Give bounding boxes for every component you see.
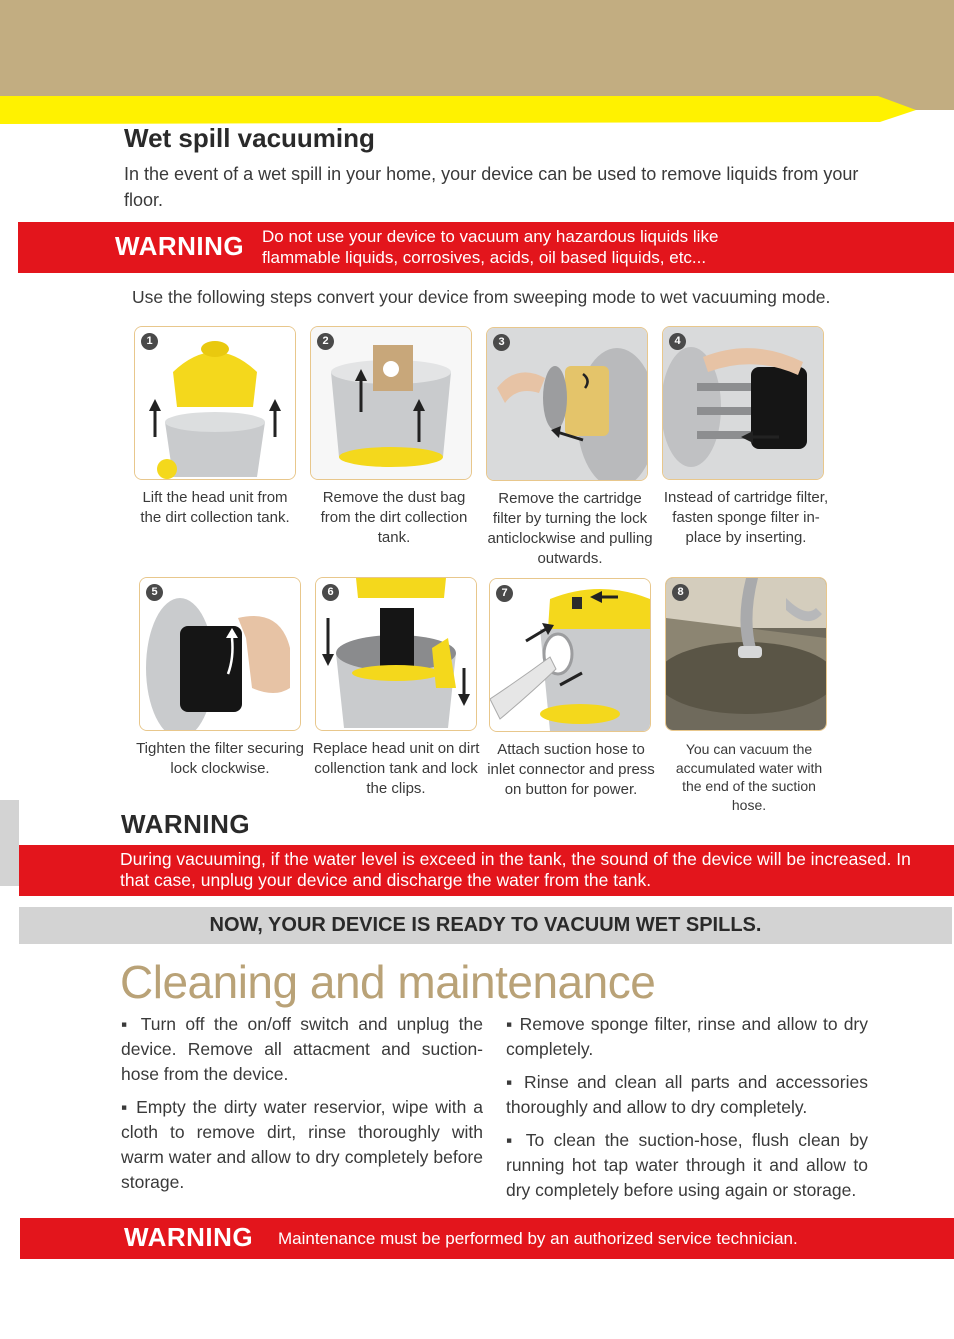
cleaning-item: ▪ Rinse and clean all parts and accessories thoroughly and allow to dry completely. — [506, 1072, 868, 1117]
warning-text: During vacuuming, if the water level is exceed in the tank, the sound of the device will be increased. In that case, unplug your device and discharge the water from the tank. — [120, 849, 911, 890]
warning-text: Maintenance must be performed by an authorized service technician. — [278, 1229, 798, 1248]
step-1-photo — [134, 326, 296, 480]
header-band — [0, 0, 954, 110]
step-1-caption: Lift the head unit from the dirt collection tank. — [140, 489, 290, 526]
step-number: 6 — [322, 584, 339, 601]
step-8 — [665, 577, 833, 814]
step-2 — [310, 326, 478, 548]
warning-text: Do not use your device to vacuum any hazardous liquids like flammable liquids, corrosives, acids, oil based liquids, etc... — [262, 227, 719, 267]
step-6-caption: Replace head unit on dirt collenction tank and lock the clips. — [312, 740, 480, 797]
step-number: 2 — [317, 333, 334, 350]
cartridge-filter-removal-illustration — [487, 328, 647, 480]
step-number: 7 — [496, 585, 513, 602]
side-tab — [0, 800, 19, 886]
step-number: 4 — [669, 333, 686, 350]
filter-lock-tighten-illustration — [140, 578, 300, 730]
warning-banner-water-level — [19, 845, 954, 896]
ready-text: NOW, YOUR DEVICE IS READY TO VACUUM WET SPILLS. — [209, 914, 762, 936]
step-5-caption: Tighten the filter securing lock clockwise. — [136, 740, 304, 777]
step-6-photo — [315, 577, 477, 731]
section-title: Wet spill vacuuming — [124, 123, 375, 153]
warning-label: WARNING — [124, 1222, 254, 1252]
step-number: 5 — [146, 584, 163, 601]
warning-label: WARNING — [115, 231, 245, 261]
step-2-photo — [310, 326, 472, 480]
header-yellow-stripe — [0, 96, 954, 124]
step-3-photo — [486, 327, 648, 481]
step-5-photo — [139, 577, 301, 731]
step-number: 8 — [672, 584, 689, 601]
step-3-caption: Remove the cartridge filter by turning the lock anticlockwise and pulling outwards. — [487, 490, 653, 567]
step-6 — [312, 577, 480, 799]
head-unit-replace-illustration — [316, 578, 476, 730]
cleaning-title: Cleaning and maintenance — [120, 956, 656, 1008]
vacuum-lift-head-illustration — [135, 327, 295, 479]
step-8-photo — [665, 577, 827, 731]
step-number: 1 — [141, 333, 158, 350]
cleaning-left-column — [121, 1012, 483, 1203]
cleaning-right-column — [506, 1012, 868, 1211]
step-2-caption: Remove the dust bag from the dirt collection tank. — [320, 489, 468, 546]
step-5 — [136, 577, 304, 779]
step-1 — [131, 326, 299, 528]
ready-banner — [19, 907, 952, 944]
step-4 — [662, 326, 830, 548]
step-4-caption: Instead of cartridge filter, fasten sponge filter in-place by inserting. — [663, 489, 829, 546]
step-7 — [487, 578, 655, 800]
step-7-caption: Attach suction hose to inlet connector and press on button for power. — [487, 741, 655, 798]
sink-water-vacuum-illustration — [666, 578, 826, 730]
section-intro: In the event of a wet spill in your home, your device can be used to remove liquids from your floor. — [124, 164, 859, 210]
warning-heading: WARNING — [121, 809, 251, 839]
step-7-photo — [489, 578, 651, 732]
dust-bag-removal-illustration — [311, 327, 471, 479]
warning-banner-maintenance — [20, 1218, 954, 1259]
cleaning-item: ▪ Turn off the on/off switch and unplug the device. Remove all attacment and suction-hose from the device. — [121, 1014, 483, 1084]
step-8-caption: You can vacuum the accumulated water with the end of the suction hose. — [675, 741, 823, 813]
sponge-filter-insert-illustration — [663, 327, 823, 479]
cleaning-item: ▪ Remove sponge filter, rinse and allow to dry completely. — [506, 1014, 868, 1059]
step-4-photo — [662, 326, 824, 480]
steps-intro: Use the following steps convert your device from sweeping mode to wet vacuuming mode. — [132, 287, 831, 307]
warning-banner-hazardous — [18, 222, 954, 273]
suction-hose-attach-illustration — [490, 579, 650, 731]
step-number: 3 — [493, 334, 510, 351]
cleaning-item: ▪ Empty the dirty water reservior, wipe with a cloth to remove dirt, rinse thoroughly with warm water and allow to dry completely before storage. — [121, 1097, 483, 1192]
step-3 — [486, 327, 654, 569]
cleaning-item: ▪ To clean the suction-hose, flush clean by running hot tap water through it and allow to dry completely before using again or storage. — [506, 1130, 868, 1200]
